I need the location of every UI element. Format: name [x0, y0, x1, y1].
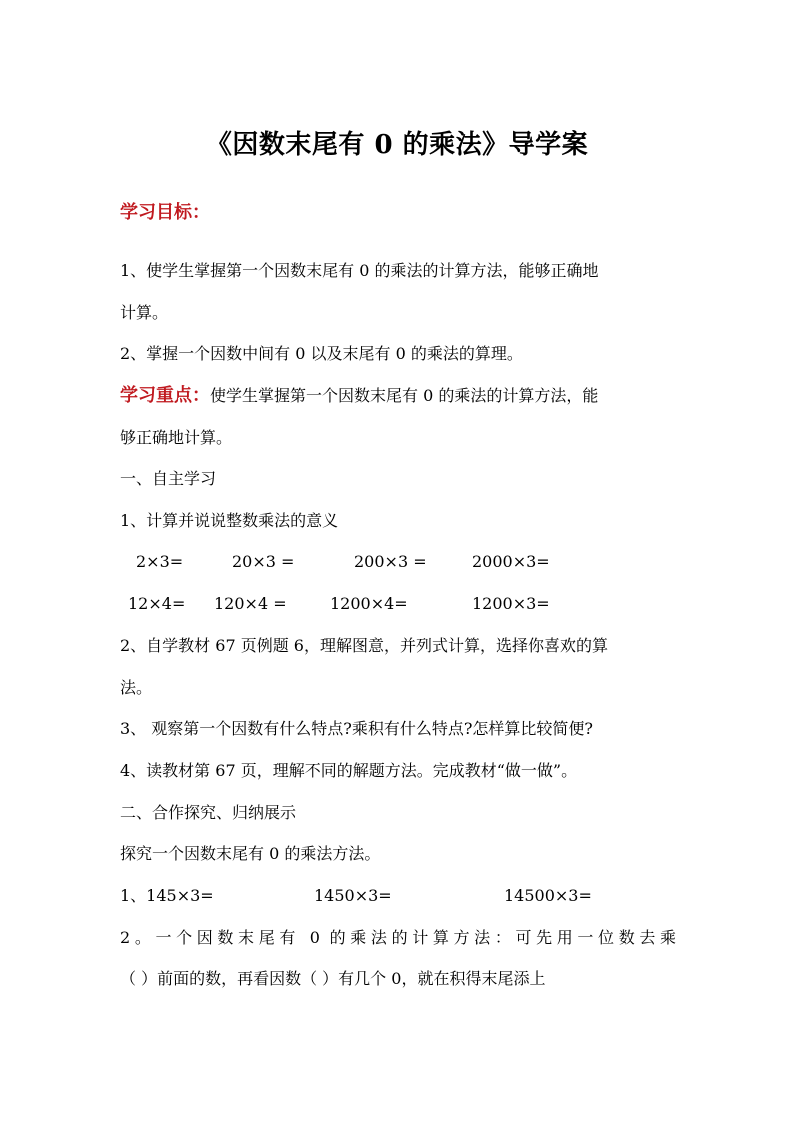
exercise-cell: 2×3= [136, 552, 184, 571]
exercise-cell: 200×3 = [354, 552, 427, 571]
key-point-line-2: 够正确地计算。 [120, 428, 233, 447]
exercise-cell: 120×4 = [214, 594, 287, 613]
exercise-cell: 1200×3= [472, 594, 550, 613]
exercise-cell: 2000×3= [472, 552, 550, 571]
section-1-question-2-line-1: 2、自学教材 67 页例题 6，理解图意，并列式计算，选择你喜欢的算 [120, 636, 608, 655]
exercise-cell: 14500×3= [504, 886, 592, 905]
section-2-intro: 探究一个因数末尾有 0 的乘法方法。 [120, 844, 381, 863]
key-point-text: 使学生掌握第一个因数末尾有 0 的乘法的计算方法，能 [210, 386, 599, 405]
exercise-cell: 12×4= [128, 594, 186, 613]
section-2-question-2-line-2: （ ）前面的数，再看因数（ ）有几个 0，就在积得末尾添上 [120, 969, 546, 988]
section-1-question-3: 3、 观察第一个因数有什么特点?乘积有什么特点?怎样算比较简便? [120, 719, 594, 738]
page-title: 《因数末尾有 0 的乘法》导学案 [205, 130, 589, 160]
section-1-question-1: 1、计算并说说整数乘法的意义 [120, 511, 339, 530]
exercise-cell: 1200×4= [330, 594, 408, 613]
section-1-question-2-line-2: 法。 [120, 678, 153, 697]
exercise-cell: 1、145×3= [120, 886, 214, 905]
section-2-heading: 二、合作探究、归纳展示 [120, 803, 297, 822]
section-1-question-4: 4、读教材第 67 页，理解不同的解题方法。完成教材“做一做”。 [120, 761, 578, 780]
objective-1-line-2: 计算。 [120, 303, 169, 322]
objective-2: 2、掌握一个因数中间有 0 以及末尾有 0 的乘法的算理。 [120, 344, 523, 363]
key-point [120, 384, 680, 408]
section-1-heading: 一、自主学习 [120, 469, 217, 488]
exercise-cell: 20×3 = [232, 552, 295, 571]
section-2-question-2-line-1: 2。一个因数末尾有 0 的乘法的计算方法：可先用一位数去乘 [120, 928, 676, 947]
objective-1-line-1: 1、使学生掌握第一个因数末尾有 0 的乘法的计算方法，能够正确地 [120, 261, 599, 280]
objectives-heading: 学习目标： [120, 202, 210, 223]
exercise-cell: 1450×3= [314, 886, 392, 905]
key-point-label: 学习重点： [120, 385, 210, 406]
